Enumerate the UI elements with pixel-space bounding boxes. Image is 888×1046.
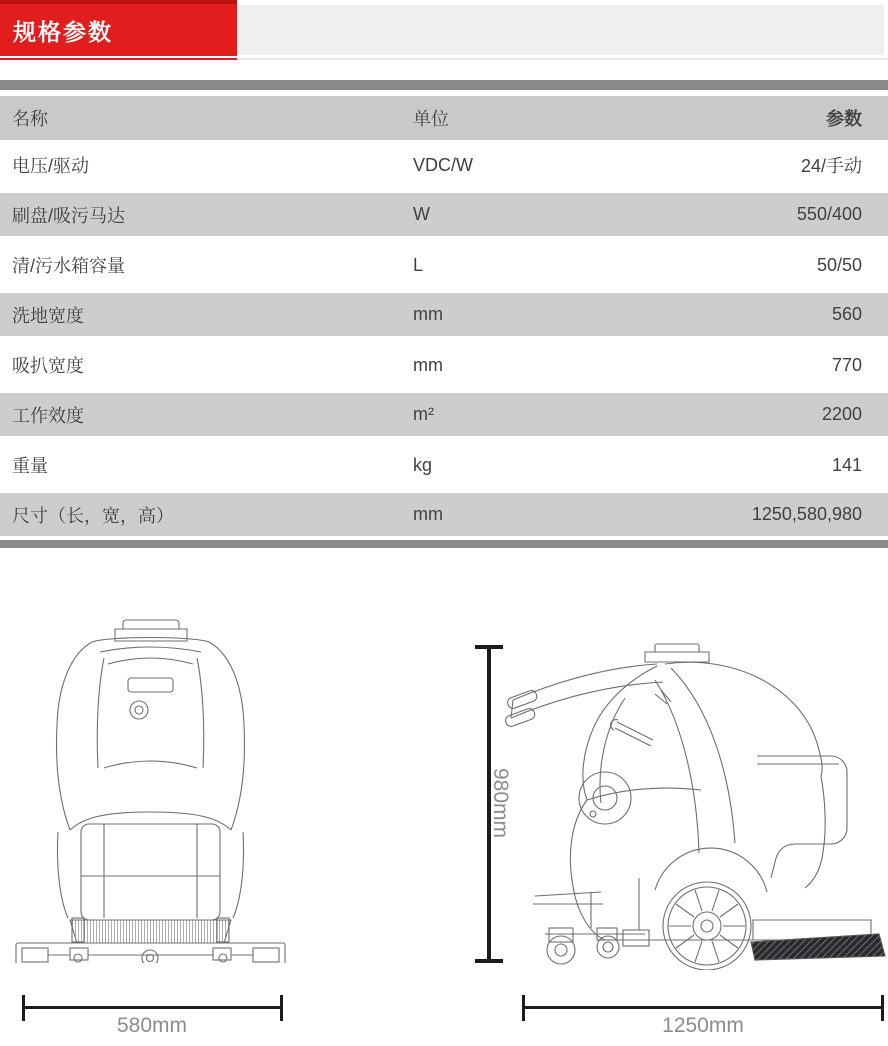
row-value: 50/50 [816, 254, 862, 275]
banner-underline-red [0, 58, 237, 60]
col-header-value: 参数 [826, 109, 862, 129]
row-value: 770 [831, 354, 862, 375]
row-name: 尺寸（长，宽，高） [12, 505, 174, 526]
row-name: 刷盘/吸污马达 [12, 205, 126, 226]
table-row [0, 390, 888, 440]
side-view-drawing [505, 638, 888, 970]
table-row [0, 440, 888, 490]
height-dimension-label: 980mm [489, 767, 512, 839]
row-value: 2200 [821, 404, 862, 424]
width-dimension-line [22, 1006, 283, 1009]
row-name: 吸扒宽度 [12, 356, 84, 376]
table-row [0, 340, 888, 390]
row-value: 24/手动 [800, 156, 862, 176]
row-unit: mm [413, 354, 443, 375]
section-title: 规格参数 [13, 18, 113, 45]
top-divider-bar [0, 80, 888, 90]
row-name: 工作效度 [12, 405, 84, 426]
row-unit: m² [413, 404, 434, 424]
row-unit: mm [413, 504, 443, 524]
table-row [0, 240, 888, 290]
row-name: 清/污水箱容量 [12, 256, 126, 276]
table-header-row [0, 96, 888, 140]
row-name: 重量 [12, 456, 48, 476]
row-unit: kg [413, 454, 433, 475]
row-unit: L [413, 254, 424, 275]
row-value: 1250,580,980 [751, 504, 862, 524]
table-row [0, 290, 888, 340]
row-name: 电压/驱动 [12, 156, 90, 176]
row-unit: VDC/W [413, 154, 473, 175]
row-value: 141 [831, 454, 862, 475]
row-unit: mm [413, 304, 443, 324]
table-row [0, 490, 888, 540]
dim-tick-right [280, 995, 283, 1021]
section-title-banner [0, 0, 237, 56]
front-view-drawing [8, 618, 293, 963]
length-dimension-line [522, 1006, 884, 1009]
dim-tick-bottom [475, 959, 503, 963]
row-name: 洗地宽度 [12, 305, 84, 326]
banner-side-strip [237, 5, 884, 55]
banner-underline [0, 58, 888, 60]
bottom-divider-bar [0, 540, 888, 548]
width-dimension-label: 580mm [116, 1014, 188, 1037]
dim-tick-right2 [881, 995, 884, 1021]
row-value: 560 [831, 304, 862, 324]
row-unit: W [413, 204, 430, 224]
row-value: 550/400 [796, 204, 862, 224]
col-header-name: 名称 [12, 109, 48, 129]
col-header-unit: 单位 [413, 109, 449, 129]
table-row [0, 190, 888, 240]
length-dimension-label: 1250mm [662, 1014, 744, 1037]
table-row [0, 140, 888, 190]
spec-table [0, 96, 888, 540]
